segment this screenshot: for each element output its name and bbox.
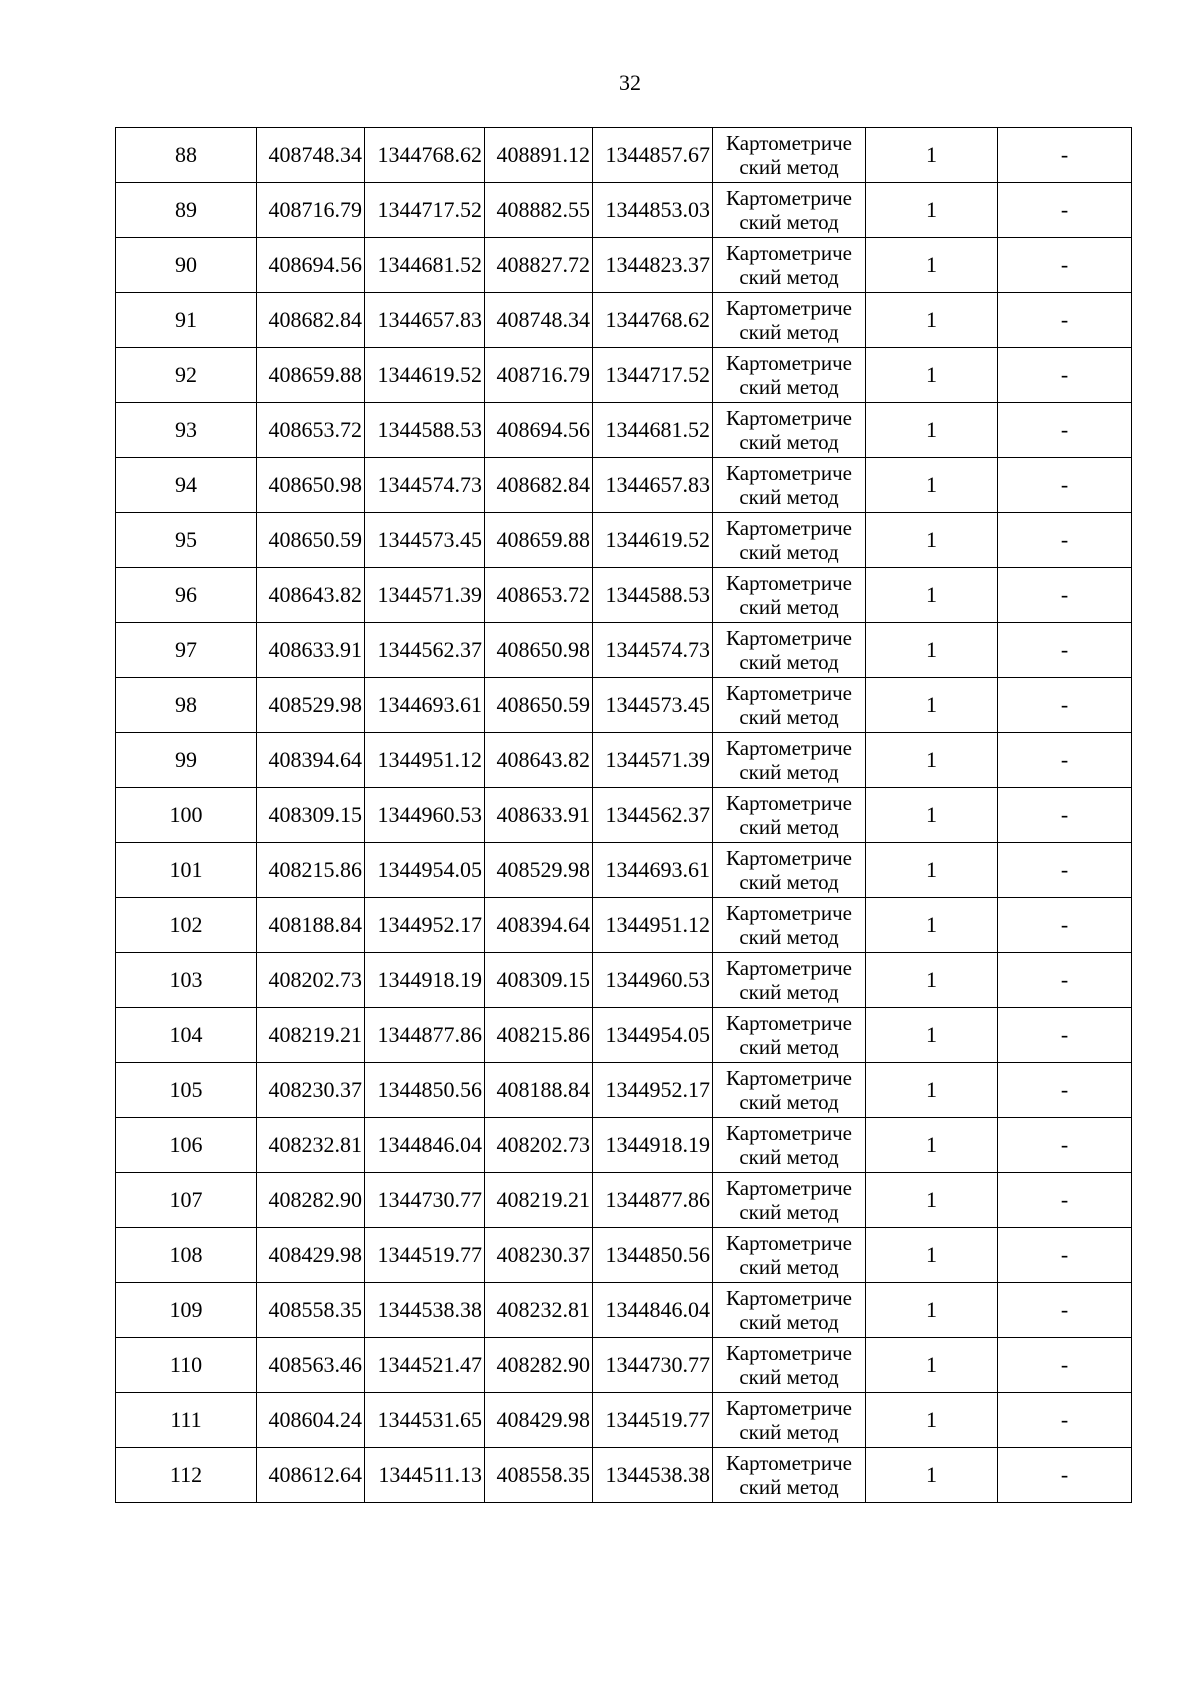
x1-cell: 408309.15 <box>257 788 365 843</box>
method-line-1: Картометриче <box>726 736 852 760</box>
table-row <box>116 733 1132 788</box>
x1-cell: 408653.72 <box>257 403 365 458</box>
y1-cell: 1344952.17 <box>365 898 485 953</box>
method-line-2: ский метод <box>739 1310 839 1334</box>
method-cell <box>713 238 866 293</box>
note-cell: - <box>998 1283 1132 1338</box>
x2-cell: 408827.72 <box>485 238 593 293</box>
method-line-2: ский метод <box>739 1090 839 1114</box>
point-number-cell: 88 <box>116 128 257 183</box>
point-number-cell: 98 <box>116 678 257 733</box>
method-line-2: ский метод <box>739 375 839 399</box>
x2-cell: 408188.84 <box>485 1063 593 1118</box>
method-line-1: Картометриче <box>726 1011 852 1035</box>
method-cell <box>713 1228 866 1283</box>
method-line-2: ский метод <box>739 815 839 839</box>
note-cell: - <box>998 1338 1132 1393</box>
point-number-cell: 101 <box>116 843 257 898</box>
table-row <box>116 1173 1132 1228</box>
method-line-1: Картометриче <box>726 1286 852 1310</box>
method-line-1: Картометриче <box>726 1066 852 1090</box>
y2-cell: 1344853.03 <box>593 183 713 238</box>
method-line-2: ский метод <box>739 320 839 344</box>
y1-cell: 1344960.53 <box>365 788 485 843</box>
note-cell: - <box>998 1118 1132 1173</box>
x1-cell: 408188.84 <box>257 898 365 953</box>
method-cell <box>713 1283 866 1338</box>
y2-cell: 1344823.37 <box>593 238 713 293</box>
y2-cell: 1344519.77 <box>593 1393 713 1448</box>
method-line-1: Картометриче <box>726 461 852 485</box>
y2-cell: 1344951.12 <box>593 898 713 953</box>
method-line-2: ский метод <box>739 430 839 454</box>
table-row <box>116 403 1132 458</box>
method-cell <box>713 458 866 513</box>
method-cell <box>713 1118 866 1173</box>
y2-cell: 1344857.67 <box>593 128 713 183</box>
y2-cell: 1344657.83 <box>593 458 713 513</box>
method-line-2: ский метод <box>739 1365 839 1389</box>
x1-cell: 408429.98 <box>257 1228 365 1283</box>
method-line-1: Картометриче <box>726 626 852 650</box>
x2-cell: 408202.73 <box>485 1118 593 1173</box>
point-number-cell: 102 <box>116 898 257 953</box>
y2-cell: 1344588.53 <box>593 568 713 623</box>
note-cell: - <box>998 238 1132 293</box>
point-number-cell: 106 <box>116 1118 257 1173</box>
x2-cell: 408748.34 <box>485 293 593 348</box>
x2-cell: 408529.98 <box>485 843 593 898</box>
table-row <box>116 788 1132 843</box>
accuracy-cell: 1 <box>866 1448 998 1503</box>
method-line-1: Картометриче <box>726 1176 852 1200</box>
x1-cell: 408694.56 <box>257 238 365 293</box>
method-line-2: ский метод <box>739 980 839 1004</box>
x2-cell: 408429.98 <box>485 1393 593 1448</box>
x2-cell: 408394.64 <box>485 898 593 953</box>
accuracy-cell: 1 <box>866 1393 998 1448</box>
method-line-2: ский метод <box>739 1420 839 1444</box>
x2-cell: 408558.35 <box>485 1448 593 1503</box>
point-number-cell: 110 <box>116 1338 257 1393</box>
note-cell: - <box>998 1228 1132 1283</box>
x1-cell: 408529.98 <box>257 678 365 733</box>
y1-cell: 1344619.52 <box>365 348 485 403</box>
method-line-2: ский метод <box>739 265 839 289</box>
note-cell: - <box>998 898 1132 953</box>
point-number-cell: 111 <box>116 1393 257 1448</box>
y1-cell: 1344571.39 <box>365 568 485 623</box>
method-line-2: ский метод <box>739 870 839 894</box>
x2-cell: 408643.82 <box>485 733 593 788</box>
method-cell <box>713 1008 866 1063</box>
accuracy-cell: 1 <box>866 843 998 898</box>
accuracy-cell: 1 <box>866 1118 998 1173</box>
x1-cell: 408643.82 <box>257 568 365 623</box>
method-line-1: Картометриче <box>726 241 852 265</box>
x2-cell: 408219.21 <box>485 1173 593 1228</box>
y2-cell: 1344918.19 <box>593 1118 713 1173</box>
point-number-cell: 109 <box>116 1283 257 1338</box>
coordinates-table <box>115 127 1132 1503</box>
accuracy-cell: 1 <box>866 183 998 238</box>
x2-cell: 408653.72 <box>485 568 593 623</box>
accuracy-cell: 1 <box>866 1173 998 1228</box>
method-cell <box>713 623 866 678</box>
method-cell <box>713 403 866 458</box>
table-row <box>116 1228 1132 1283</box>
accuracy-cell: 1 <box>866 458 998 513</box>
x1-cell: 408682.84 <box>257 293 365 348</box>
method-cell <box>713 788 866 843</box>
point-number-cell: 99 <box>116 733 257 788</box>
method-line-1: Картометриче <box>726 901 852 925</box>
y2-cell: 1344960.53 <box>593 953 713 1008</box>
note-cell: - <box>998 458 1132 513</box>
table-row <box>116 293 1132 348</box>
point-number-cell: 92 <box>116 348 257 403</box>
method-line-1: Картометриче <box>726 1451 852 1475</box>
x1-cell: 408219.21 <box>257 1008 365 1063</box>
table-row <box>116 513 1132 568</box>
method-cell <box>713 183 866 238</box>
table-row <box>116 128 1132 183</box>
table-body <box>116 128 1132 1503</box>
y2-cell: 1344573.45 <box>593 678 713 733</box>
table-row <box>116 678 1132 733</box>
x2-cell: 408650.98 <box>485 623 593 678</box>
y1-cell: 1344877.86 <box>365 1008 485 1063</box>
x1-cell: 408612.64 <box>257 1448 365 1503</box>
table-row <box>116 1118 1132 1173</box>
y1-cell: 1344846.04 <box>365 1118 485 1173</box>
y2-cell: 1344952.17 <box>593 1063 713 1118</box>
table-row <box>116 1338 1132 1393</box>
point-number-cell: 100 <box>116 788 257 843</box>
x1-cell: 408232.81 <box>257 1118 365 1173</box>
accuracy-cell: 1 <box>866 1338 998 1393</box>
y2-cell: 1344693.61 <box>593 843 713 898</box>
accuracy-cell: 1 <box>866 788 998 843</box>
x2-cell: 408650.59 <box>485 678 593 733</box>
note-cell: - <box>998 568 1132 623</box>
y1-cell: 1344531.65 <box>365 1393 485 1448</box>
note-cell: - <box>998 1393 1132 1448</box>
x2-cell: 408659.88 <box>485 513 593 568</box>
method-line-2: ский метод <box>739 760 839 784</box>
note-cell: - <box>998 1063 1132 1118</box>
x1-cell: 408716.79 <box>257 183 365 238</box>
accuracy-cell: 1 <box>866 678 998 733</box>
x1-cell: 408633.91 <box>257 623 365 678</box>
y2-cell: 1344954.05 <box>593 1008 713 1063</box>
method-line-2: ский метод <box>739 1475 839 1499</box>
y1-cell: 1344768.62 <box>365 128 485 183</box>
accuracy-cell: 1 <box>866 953 998 1008</box>
accuracy-cell: 1 <box>866 1063 998 1118</box>
y2-cell: 1344619.52 <box>593 513 713 568</box>
x2-cell: 408716.79 <box>485 348 593 403</box>
method-line-1: Картометриче <box>726 1231 852 1255</box>
accuracy-cell: 1 <box>866 1228 998 1283</box>
y2-cell: 1344730.77 <box>593 1338 713 1393</box>
y1-cell: 1344657.83 <box>365 293 485 348</box>
y1-cell: 1344717.52 <box>365 183 485 238</box>
table-row <box>116 898 1132 953</box>
accuracy-cell: 1 <box>866 623 998 678</box>
point-number-cell: 105 <box>116 1063 257 1118</box>
table-row <box>116 1063 1132 1118</box>
x1-cell: 408230.37 <box>257 1063 365 1118</box>
method-line-2: ский метод <box>739 705 839 729</box>
x1-cell: 408394.64 <box>257 733 365 788</box>
method-line-1: Картометриче <box>726 1396 852 1420</box>
method-line-2: ский метод <box>739 595 839 619</box>
y2-cell: 1344562.37 <box>593 788 713 843</box>
y2-cell: 1344768.62 <box>593 293 713 348</box>
table-row <box>116 1448 1132 1503</box>
note-cell: - <box>998 788 1132 843</box>
y1-cell: 1344954.05 <box>365 843 485 898</box>
y1-cell: 1344574.73 <box>365 458 485 513</box>
y1-cell: 1344918.19 <box>365 953 485 1008</box>
y1-cell: 1344573.45 <box>365 513 485 568</box>
y1-cell: 1344521.47 <box>365 1338 485 1393</box>
note-cell: - <box>998 843 1132 898</box>
point-number-cell: 89 <box>116 183 257 238</box>
table-row <box>116 843 1132 898</box>
method-line-2: ский метод <box>739 1145 839 1169</box>
point-number-cell: 112 <box>116 1448 257 1503</box>
method-line-1: Картометриче <box>726 1341 852 1365</box>
method-line-1: Картометриче <box>726 186 852 210</box>
y1-cell: 1344693.61 <box>365 678 485 733</box>
x2-cell: 408232.81 <box>485 1283 593 1338</box>
point-number-cell: 91 <box>116 293 257 348</box>
note-cell: - <box>998 1173 1132 1228</box>
point-number-cell: 108 <box>116 1228 257 1283</box>
x2-cell: 408882.55 <box>485 183 593 238</box>
table-row <box>116 1008 1132 1063</box>
method-cell <box>713 348 866 403</box>
method-cell <box>713 898 866 953</box>
x1-cell: 408650.98 <box>257 458 365 513</box>
point-number-cell: 94 <box>116 458 257 513</box>
note-cell: - <box>998 733 1132 788</box>
point-number-cell: 95 <box>116 513 257 568</box>
point-number-cell: 90 <box>116 238 257 293</box>
note-cell: - <box>998 623 1132 678</box>
x1-cell: 408282.90 <box>257 1173 365 1228</box>
table-row <box>116 348 1132 403</box>
y1-cell: 1344519.77 <box>365 1228 485 1283</box>
method-cell <box>713 1448 866 1503</box>
y1-cell: 1344562.37 <box>365 623 485 678</box>
x2-cell: 408891.12 <box>485 128 593 183</box>
y2-cell: 1344846.04 <box>593 1283 713 1338</box>
accuracy-cell: 1 <box>866 238 998 293</box>
method-line-1: Картометриче <box>726 571 852 595</box>
x2-cell: 408215.86 <box>485 1008 593 1063</box>
method-line-2: ский метод <box>739 485 839 509</box>
accuracy-cell: 1 <box>866 733 998 788</box>
method-cell <box>713 843 866 898</box>
accuracy-cell: 1 <box>866 1283 998 1338</box>
accuracy-cell: 1 <box>866 513 998 568</box>
method-cell <box>713 1173 866 1228</box>
y1-cell: 1344511.13 <box>365 1448 485 1503</box>
x2-cell: 408633.91 <box>485 788 593 843</box>
table-row <box>116 568 1132 623</box>
method-line-2: ский метод <box>739 650 839 674</box>
x2-cell: 408682.84 <box>485 458 593 513</box>
method-cell <box>713 1393 866 1448</box>
method-line-2: ский метод <box>739 1200 839 1224</box>
note-cell: - <box>998 953 1132 1008</box>
note-cell: - <box>998 1448 1132 1503</box>
accuracy-cell: 1 <box>866 568 998 623</box>
accuracy-cell: 1 <box>866 128 998 183</box>
point-number-cell: 97 <box>116 623 257 678</box>
y1-cell: 1344730.77 <box>365 1173 485 1228</box>
y2-cell: 1344877.86 <box>593 1173 713 1228</box>
method-cell <box>713 1063 866 1118</box>
y2-cell: 1344571.39 <box>593 733 713 788</box>
point-number-cell: 107 <box>116 1173 257 1228</box>
note-cell: - <box>998 678 1132 733</box>
x1-cell: 408563.46 <box>257 1338 365 1393</box>
table-row <box>116 1393 1132 1448</box>
x2-cell: 408282.90 <box>485 1338 593 1393</box>
x1-cell: 408604.24 <box>257 1393 365 1448</box>
table-row <box>116 953 1132 1008</box>
note-cell: - <box>998 293 1132 348</box>
x2-cell: 408694.56 <box>485 403 593 458</box>
method-cell <box>713 678 866 733</box>
method-line-2: ский метод <box>739 155 839 179</box>
method-cell <box>713 1338 866 1393</box>
point-number-cell: 104 <box>116 1008 257 1063</box>
x1-cell: 408659.88 <box>257 348 365 403</box>
point-number-cell: 93 <box>116 403 257 458</box>
method-line-2: ский метод <box>739 1255 839 1279</box>
method-cell <box>713 293 866 348</box>
table-row <box>116 238 1132 293</box>
method-line-1: Картометриче <box>726 681 852 705</box>
table-row <box>116 183 1132 238</box>
table-row <box>116 623 1132 678</box>
method-line-1: Картометриче <box>726 351 852 375</box>
y2-cell: 1344717.52 <box>593 348 713 403</box>
method-line-1: Картометриче <box>726 791 852 815</box>
method-line-1: Картометриче <box>726 846 852 870</box>
method-cell <box>713 953 866 1008</box>
note-cell: - <box>998 1008 1132 1063</box>
x1-cell: 408202.73 <box>257 953 365 1008</box>
x1-cell: 408215.86 <box>257 843 365 898</box>
method-line-1: Картометриче <box>726 406 852 430</box>
method-line-1: Картометриче <box>726 131 852 155</box>
method-cell <box>713 568 866 623</box>
page-number: 32 <box>619 70 641 95</box>
x2-cell: 408309.15 <box>485 953 593 1008</box>
table-row <box>116 1283 1132 1338</box>
x1-cell: 408558.35 <box>257 1283 365 1338</box>
y1-cell: 1344681.52 <box>365 238 485 293</box>
method-line-2: ский метод <box>739 925 839 949</box>
accuracy-cell: 1 <box>866 898 998 953</box>
method-line-2: ский метод <box>739 1035 839 1059</box>
y2-cell: 1344850.56 <box>593 1228 713 1283</box>
method-line-2: ский метод <box>739 540 839 564</box>
y2-cell: 1344574.73 <box>593 623 713 678</box>
point-number-cell: 103 <box>116 953 257 1008</box>
method-line-1: Картометриче <box>726 1121 852 1145</box>
accuracy-cell: 1 <box>866 403 998 458</box>
accuracy-cell: 1 <box>866 348 998 403</box>
method-line-1: Картометриче <box>726 296 852 320</box>
y2-cell: 1344538.38 <box>593 1448 713 1503</box>
y1-cell: 1344850.56 <box>365 1063 485 1118</box>
table-row <box>116 458 1132 513</box>
x1-cell: 408650.59 <box>257 513 365 568</box>
method-cell <box>713 128 866 183</box>
y2-cell: 1344681.52 <box>593 403 713 458</box>
x2-cell: 408230.37 <box>485 1228 593 1283</box>
y1-cell: 1344538.38 <box>365 1283 485 1338</box>
note-cell: - <box>998 183 1132 238</box>
accuracy-cell: 1 <box>866 293 998 348</box>
accuracy-cell: 1 <box>866 1008 998 1063</box>
x1-cell: 408748.34 <box>257 128 365 183</box>
method-line-1: Картометриче <box>726 956 852 980</box>
method-line-1: Картометриче <box>726 516 852 540</box>
note-cell: - <box>998 348 1132 403</box>
method-cell <box>713 513 866 568</box>
point-number-cell: 96 <box>116 568 257 623</box>
y1-cell: 1344951.12 <box>365 733 485 788</box>
note-cell: - <box>998 403 1132 458</box>
method-line-2: ский метод <box>739 210 839 234</box>
note-cell: - <box>998 128 1132 183</box>
method-cell <box>713 733 866 788</box>
y1-cell: 1344588.53 <box>365 403 485 458</box>
note-cell: - <box>998 513 1132 568</box>
